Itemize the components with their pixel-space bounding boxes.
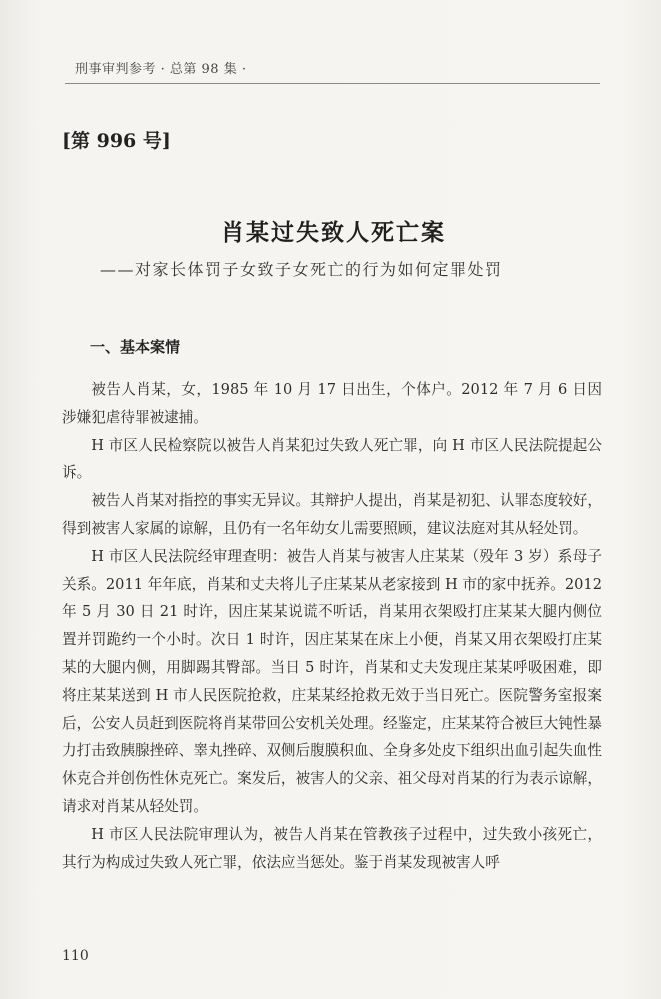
paragraph: 被告人肖某对指控的事实无异议。其辩护人提出，肖某是初犯、认罪态度较好，得到被害人家属的谅解，且仍有一名年幼女儿需要照顾，建议法庭对其从轻处罚。 [62,492,602,537]
paragraph: H 市区人民检察院以被告人肖某犯过失致人死亡罪，向 H 市区人民法院提起公诉。 [62,436,602,482]
running-header: 刑事审判参考 · 总第 98 集 · [75,62,247,77]
case-title: 肖某过失致人死亡案 [221,219,446,246]
case-subtitle: ——对家长体罚子女致子女死亡的行为如何定罪处罚 [100,260,503,279]
case-number: [第 996 号] [62,130,171,152]
paragraph: 被告人肖某，女，1985 年 10 月 17 日出生，个体户。2012 年 7 月 6 日因涉嫌犯虐待罪被逮捕。 [62,381,602,426]
section-heading: 一、基本案情 [90,338,181,356]
header-rule [65,83,600,84]
paragraph: H 市区人民法院审理认为，被告人肖某在管教孩子过程中，过失致小孩死亡，其行为构成过失致人死亡罪，依法应当惩处。鉴于肖某发现被害人呼 [62,825,602,871]
page-number: 110 [62,948,89,964]
body-text [62,376,602,876]
paragraph: H 市区人民法院经审理查明：被告人肖某与被害人庄某某（殁年 3 岁）系母子关系。2011 年年底，肖某和丈夫将儿子庄某某从老家接到 H 市的家中抚养。2012 年 5 月 30 日 21 时许，因庄某某说谎不听话，肖某用衣架殴打庄某某大腿内侧位置并罚跪约一个小时。次日 1 时许，因庄某某在床上小便，肖某又用衣架殴打庄某某的大腿内侧，用脚踢其臀部。当日 5 时许，肖某和丈夫发现庄某某呼吸困难，即将庄某某送到 H 市人民医院抢救，庄某某经抢救无效于当日死亡。医院警务室报案后，公安人员赶到医院将肖某带回公安机关处理。经鉴定，庄某某符合被巨大钝性暴力打击致胰腺挫碎、睾丸挫碎、双侧后腹膜积血、全身多处皮下组织出血引起失血性休克合并创伤性休克死亡。案发后，被害人的父亲、祖父母对肖某的行为表示谅解，请求对肖某从轻处罚。 [62,547,602,815]
